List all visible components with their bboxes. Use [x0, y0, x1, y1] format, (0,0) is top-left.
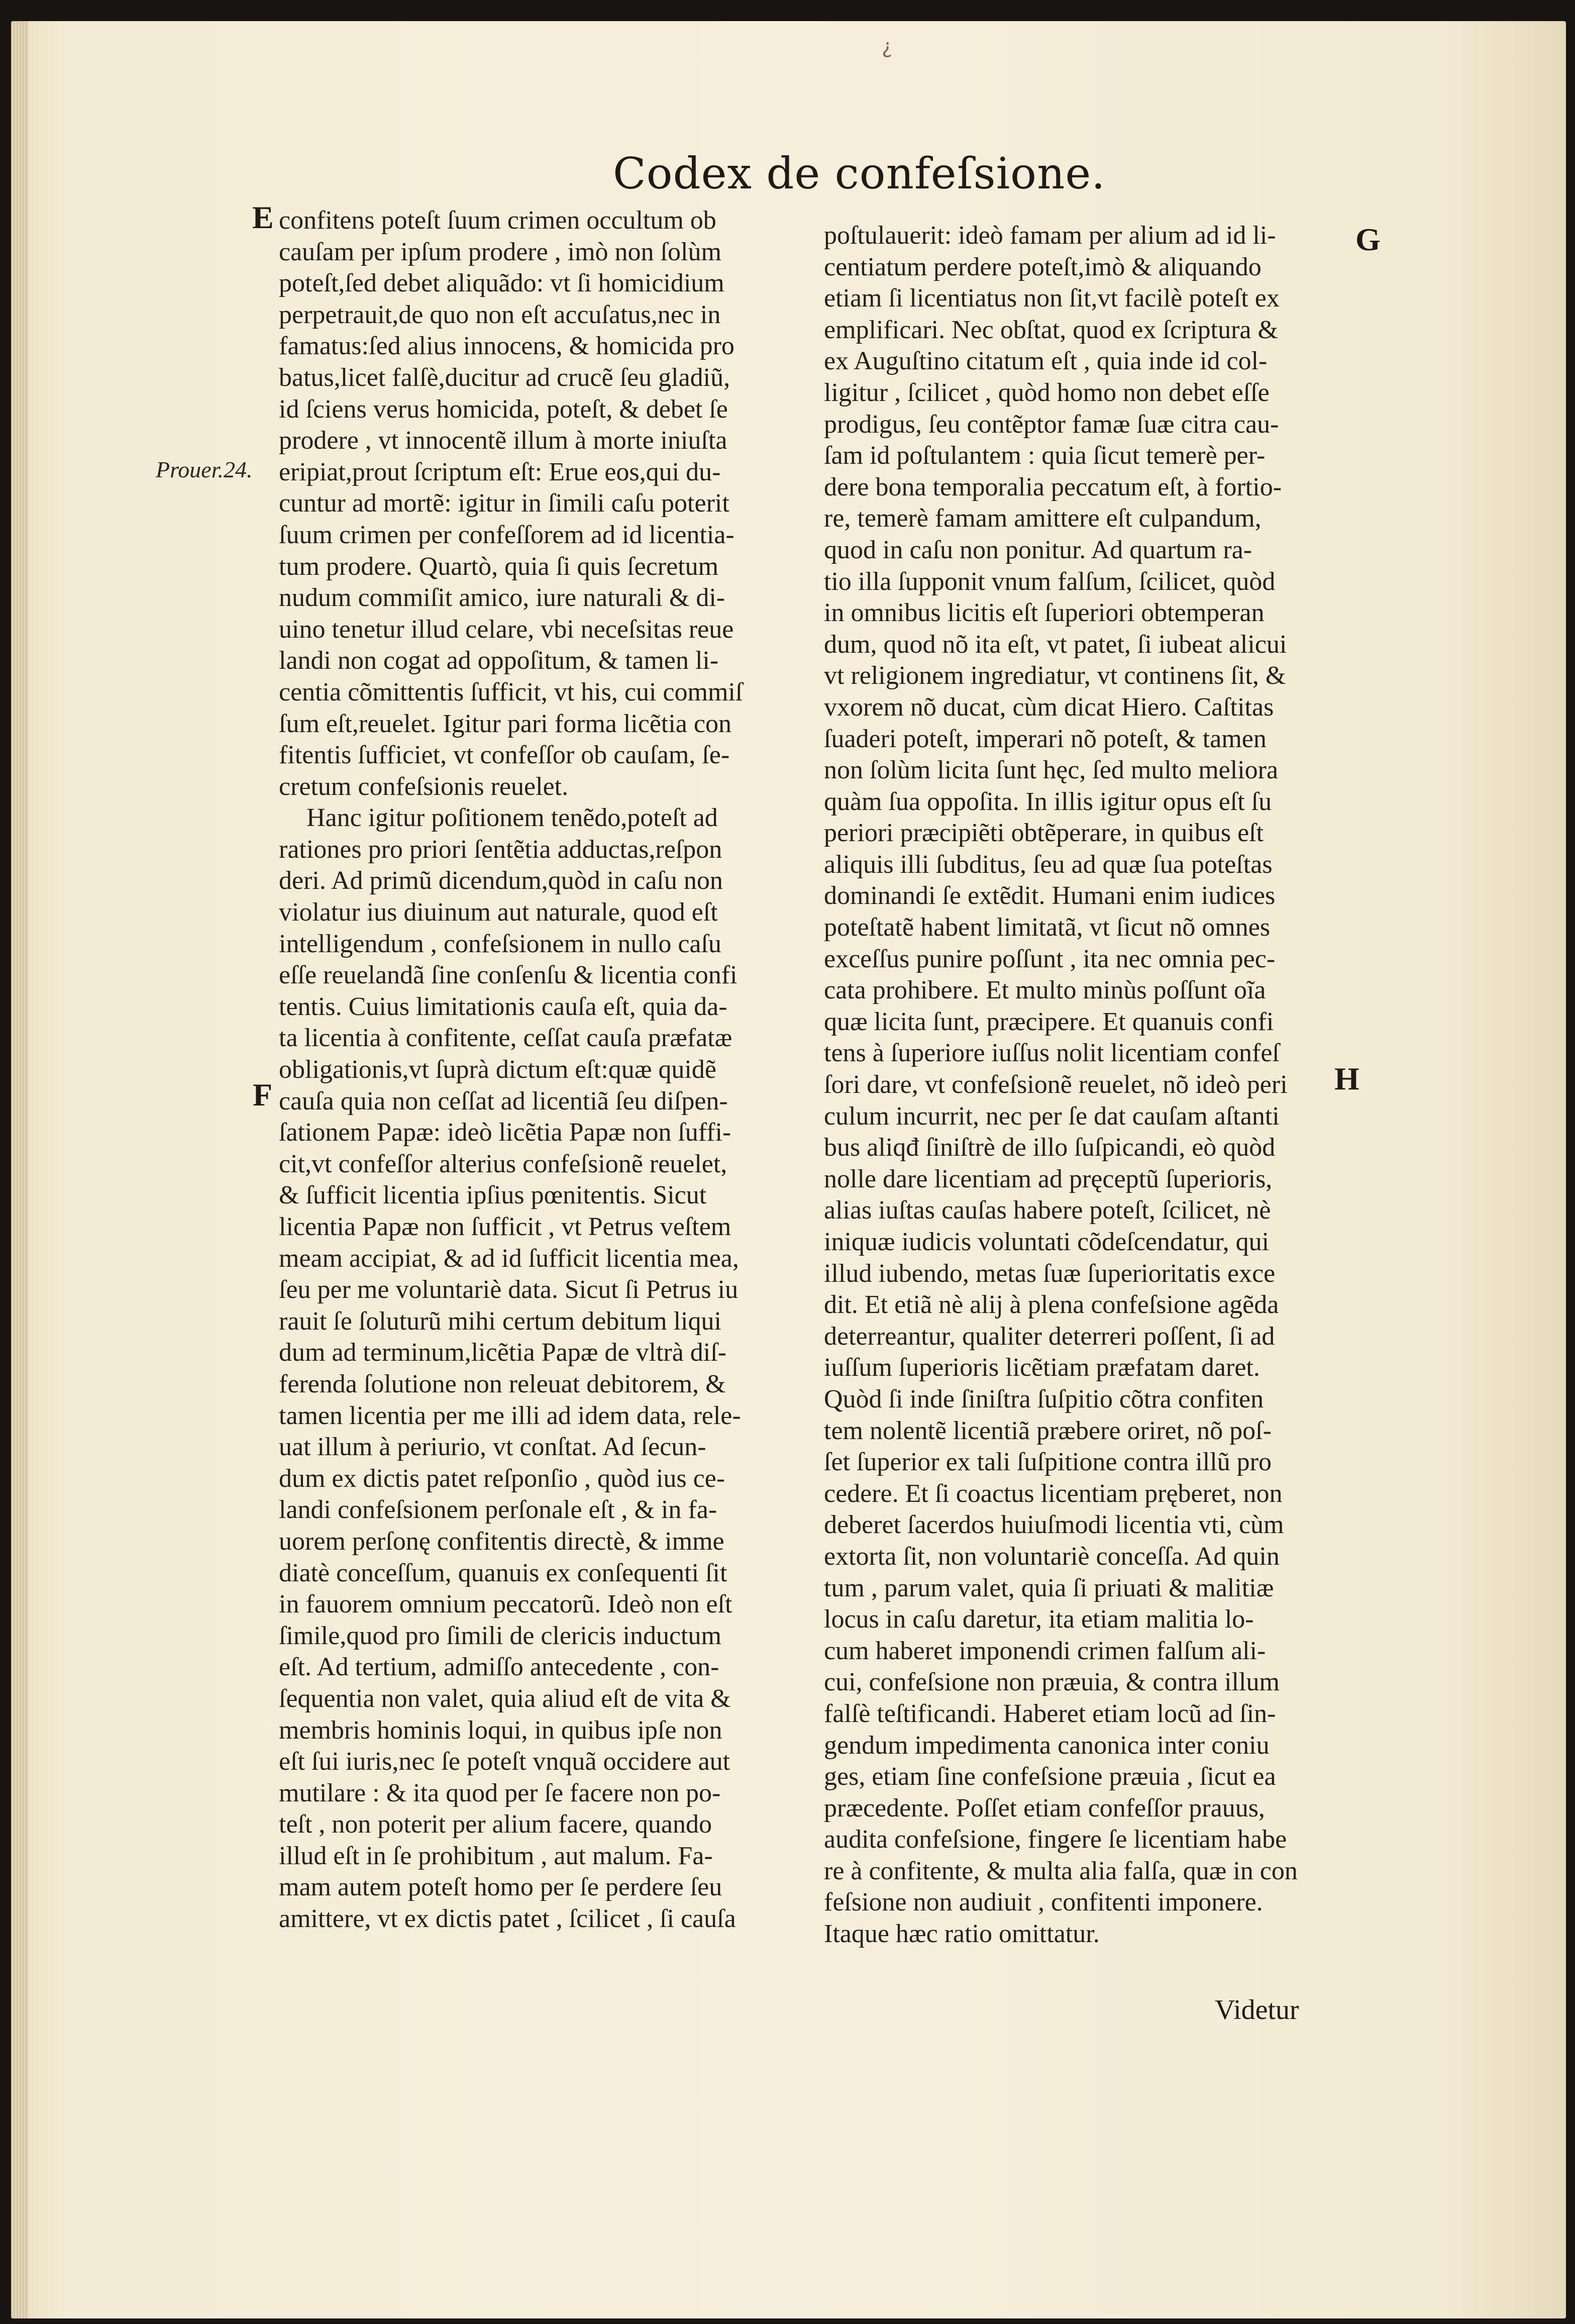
text-line: ſam id poſtulantem : quia ſicut temerè per-	[824, 441, 1266, 470]
text-line: famatus:ſed alius innocens, & homicida pro	[279, 332, 734, 361]
text-line: licentia Papæ non ſufficit , vt Petrus veſtem	[279, 1212, 731, 1241]
text-line: locus in caſu daretur, ita etiam malitia lo-	[824, 1605, 1254, 1634]
text-line: tens à ſuperiore iuſſus nolit licentiam confeſ	[824, 1039, 1280, 1068]
text-line: dere bona temporalia peccatum eſt, à fortio-	[824, 472, 1282, 501]
text-line: ſimile,quod pro ſimili de clericis inductum	[279, 1621, 721, 1650]
text-line: eſt ſui iuris,nec ſe poteſt vnquã occidere aut	[279, 1747, 730, 1776]
text-line: vxorem nõ ducat, cùm dicat Hiero. Caſtitas	[824, 692, 1274, 722]
text-line: poſtulauerit: ideò famam per alium ad id li-	[824, 221, 1276, 250]
text-line: dum ex dictis patet reſponſio , quòd ius ce-	[279, 1464, 725, 1493]
text-line: landi confeſsionem perſonale eſt , & in fa-	[279, 1495, 717, 1525]
text-line: etiam ſi licentiatus non ſit,vt facilè poteſt ex	[824, 284, 1280, 313]
text-line: in omnibus licitis eſt ſuperiori obtemperan	[824, 598, 1265, 628]
text-line: Itaque hæc ratio omittatur.	[824, 1919, 1100, 1949]
text-line: dominandi ſe extẽdit. Humani enim iudices	[824, 881, 1276, 911]
text-line: ſuaderi poteſt, imperari nõ poteſt, & tamen	[824, 724, 1267, 753]
text-line: ſum eſt,reuelet. Igitur pari forma licẽtia con	[279, 709, 731, 738]
section-letter-g: G	[1355, 222, 1381, 257]
section-letter-h: H	[1334, 1061, 1359, 1096]
text-line: aliquis illi ſubditus, ſeu ad quæ ſua poteſtas	[824, 850, 1273, 879]
text-line: falſè teſtificandi. Haberet etiam locũ ad ſin-	[824, 1699, 1276, 1728]
text-line: uino tenetur illud celare, vbi neceſsitas reue	[279, 615, 734, 644]
text-line: cit,vt confeſſor alterius confeſsionẽ reuelet,	[279, 1149, 727, 1178]
right-column	[824, 220, 1351, 1950]
text-line: tum , parum valet, quia ſi priuati & malitiæ	[824, 1573, 1274, 1602]
page-edge	[11, 21, 28, 2318]
text-line: centia cõmittentis ſufficit, vt his, cui commiſ	[279, 677, 743, 706]
text-line: uat illum à periurio, vt conſtat. Ad ſecun-	[279, 1433, 706, 1462]
text-line: deterreantur, qualiter deterreri poſſent, ſi ad	[824, 1322, 1275, 1351]
text-line: ferenda ſolutione non releuat debitorem, &	[279, 1369, 726, 1398]
text-line: cata prohibere. Et multo minùs poſſunt oĩa	[824, 976, 1266, 1005]
text-line: dum, quod nõ ita eſt, vt patet, ſi iubeat alicui	[824, 630, 1287, 659]
left-column	[279, 205, 804, 1935]
text-line: diatè conceſſum, quanuis ex conſequenti ſit	[279, 1558, 727, 1587]
text-line: re, temerè famam amittere eſt culpandum,	[824, 504, 1262, 533]
text-line: cum haberet imponendi crimen falſum ali-	[824, 1636, 1266, 1665]
text-line: quod in caſu non ponitur. Ad quartum ra-	[824, 535, 1252, 564]
text-line: cauſa quia non ceſſat ad licentiã ſeu diſpen-	[279, 1086, 728, 1116]
text-line: ſet ſuperior ex tali ſuſpitione contra illũ pro	[824, 1448, 1272, 1477]
text-line: iuſſum ſuperioris licẽtiam præfatam daret.	[824, 1353, 1260, 1382]
text-line: eſt. Ad tertium, admiſſo antecedente , con-	[279, 1653, 719, 1682]
margin-note: Prouer.24.	[156, 457, 253, 482]
text-line: in fauorem omnium peccatorũ. Ideò non eſt	[279, 1590, 732, 1619]
text-line: re à confitente, & multa alia falſa, quæ in con	[824, 1856, 1298, 1885]
text-line: confitens poteſt ſuum crimen occultum ob	[279, 206, 716, 235]
text-line: rauit ſe ſoluturũ mihi certum debitum liqui	[279, 1306, 721, 1336]
running-head: Codex de confeſsione.	[613, 149, 1106, 199]
text-line: feſsione non audiuit , confitenti imponere.	[824, 1888, 1263, 1917]
text-line: cuntur ad mortẽ: igitur in ſimili caſu poterit	[279, 489, 729, 518]
text-line: exceſſus punire poſſunt , ita nec omnia pec-	[824, 944, 1276, 973]
text-line: centiatum perdere poteſt,imò & aliquando	[824, 252, 1262, 281]
text-line: uorem perſonę confitentis directè, & imme	[279, 1527, 724, 1556]
text-line: poteſtatẽ habent limitatã, vt ſicut nõ omnes	[824, 913, 1271, 942]
text-line: ligitur , ſcilicet , quòd homo non debet eſſe	[824, 378, 1270, 407]
text-line: prodere , vt innocentẽ illum à morte iniuſta	[279, 426, 727, 455]
text-line: cui, confeſsione non præuia, & contra illum	[824, 1668, 1280, 1697]
text-line: dit. Et etiã nè alij à plena confeſsione agẽda	[824, 1290, 1279, 1320]
text-line: rationes pro priori ſentẽtia adductas,reſpon	[279, 835, 722, 864]
text-line: ſori dare, vt confeſsionẽ reuelet, nõ ideò peri	[824, 1070, 1288, 1099]
text-line: cauſam per ipſum prodere , imò non ſolùm	[279, 237, 721, 266]
text-line: bus aliqđ ſiniſtrè de illo ſuſpicandi, eò quòd	[824, 1133, 1276, 1162]
text-line: membris hominis loqui, in quibus ipſe non	[279, 1715, 722, 1745]
text-line: tum prodere. Quartò, quia ſi quis ſecretum	[279, 552, 719, 581]
text-line: quæ licita ſunt, præcipere. Et quanuis confi	[824, 1007, 1274, 1036]
text-line: ſuum crimen per confeſſorem ad id licentia-	[279, 520, 734, 549]
text-line: eſſe reuelandã ſine conſenſu & licentia confi	[279, 961, 738, 990]
text-line: vt religionem ingrediatur, vt continens ſit, &	[824, 661, 1286, 690]
text-line: ſeu per me voluntariè data. Sicut ſi Petrus iu	[279, 1275, 739, 1304]
text-line: præcedente. Poſſet etiam confeſſor prauus,	[824, 1793, 1265, 1823]
text-line: id ſciens verus homicida, poteſt, & debet ſe	[279, 394, 728, 424]
text-line: illud eſt in ſe prohibitum , aut malum. Fa-	[279, 1841, 713, 1870]
text-line: ſationem Papæ: ideò licẽtia Papæ non ſuffi-	[279, 1118, 731, 1147]
section-letter-e: E	[252, 199, 274, 235]
text-line: audita confeſsione, fingere ſe licentiam habe	[824, 1825, 1287, 1854]
text-line: tentis. Cuius limitationis cauſa eſt, quia da-	[279, 992, 727, 1021]
text-line: tio illa ſupponit vnum falſum, ſcilicet, quòd	[824, 567, 1276, 596]
text-line: deri. Ad primũ dicendum,quòd in caſu non	[279, 866, 723, 895]
text-line: meam accipiat, & ad id ſufficit licentia mea,	[279, 1244, 739, 1273]
text-line: ex Auguſtino citatum eſt , quia inde id col-	[824, 347, 1268, 376]
text-line: violatur ius diuinum aut naturale, quod eſt	[279, 898, 718, 927]
text-line: illud iubendo, metas ſuæ ſuperioritatis exce	[824, 1259, 1276, 1288]
text-line: quàm ſua oppoſita. In illis igitur opus eſt ſu	[824, 787, 1272, 816]
text-line: landi non cogat ad oppoſitum, & tamen li-	[279, 646, 719, 675]
text-line: poteſt,ſed debet aliquãdo: vt ſi homicidium	[279, 269, 724, 298]
text-line: amittere, vt ex dictis patet , ſcilicet , ſi cauſa	[279, 1904, 736, 1934]
section-letter-f: F	[253, 1077, 273, 1113]
text-line: tem nolentẽ licentiã præbere oriret, nõ poſ-	[824, 1416, 1272, 1445]
text-line: Quòd ſi inde ſiniſtra ſuſpitio cõtra confiten	[824, 1384, 1264, 1413]
catchword: Videtur	[1215, 1994, 1299, 2026]
text-line: Hanc igitur poſitionem tenẽdo,poteſt ad	[306, 803, 718, 833]
text-line: obligationis,vt ſuprà dictum eſt:quæ quidẽ	[279, 1055, 716, 1084]
text-line: mutilare : & ita quod per ſe facere non po-	[279, 1778, 721, 1807]
text-line: ſequentia non valet, quia aliud eſt de vita &	[279, 1684, 731, 1713]
text-line: cedere. Et ſi coactus licentiam pręberet, non	[824, 1479, 1283, 1508]
text-line: non ſolùm licita ſunt hęc, ſed multo meliora	[824, 756, 1279, 785]
text-line: perpetrauit,de quo non eſt accuſatus,nec in	[279, 300, 721, 329]
text-line: alias iuſtas cauſas habere poteſt, ſcilicet, nè	[824, 1196, 1271, 1225]
text-line: eripiat,prout ſcriptum eſt: Erue eos,qui du-	[279, 457, 721, 486]
text-line: & ſufficit licentia ipſius pœnitentis. Sicut	[279, 1181, 707, 1210]
top-mark: ¿	[882, 35, 893, 58]
text-line: nolle dare licentiam ad pręceptũ ſuperioris,	[824, 1164, 1273, 1193]
text-line: nudum commiſit amico, iure naturali & di-	[279, 583, 725, 613]
text-line: dum ad terminum,licẽtia Papæ de vltrà diſ-	[279, 1338, 727, 1367]
text-line: emplificari. Nec obſtat, quod ex ſcriptura &	[824, 315, 1278, 344]
text-line: periori præcipiẽti obtẽperare, in quibus eſt	[824, 819, 1264, 848]
text-line: ta licentia à confitente, ceſſat cauſa præfatæ	[279, 1024, 732, 1053]
text-line: intelligendum , confeſsionem in nullo caſu	[279, 929, 721, 958]
text-line: prodigus, ſeu contẽptor famæ ſuæ citra cau-	[824, 410, 1279, 439]
text-line: culum incurrit, nec per ſe dat cauſam aſtanti	[824, 1101, 1280, 1131]
text-line: fitentis ſufficiet, vt confeſſor ob cauſam, ſe-	[279, 741, 730, 770]
text-line: mam autem poteſt homo per ſe perdere ſeu	[279, 1873, 722, 1902]
text-line: deberet ſacerdos huiuſmodi licentia vti, cùm	[824, 1510, 1284, 1540]
text-line: ges, etiam ſine confeſsione præuia , ſicut ea	[824, 1762, 1276, 1791]
text-line: tamen licentia per me illi ad idem data, rele-	[279, 1401, 741, 1430]
text-line: gendum impedimenta canonica inter coniu	[824, 1731, 1270, 1760]
text-line: batus,licet falſè,ducitur ad crucẽ ſeu gladiũ,	[279, 363, 730, 392]
text-line: extorta ſit, non voluntariè conceſſa. Ad quin	[824, 1542, 1280, 1571]
text-line: cretum confeſsionis reuelet.	[279, 772, 569, 801]
text-line: iniquæ iudicis voluntati cõdeſcendatur, qui	[824, 1228, 1270, 1256]
text-line: teſt , non poterit per alium facere, quando	[279, 1810, 712, 1839]
